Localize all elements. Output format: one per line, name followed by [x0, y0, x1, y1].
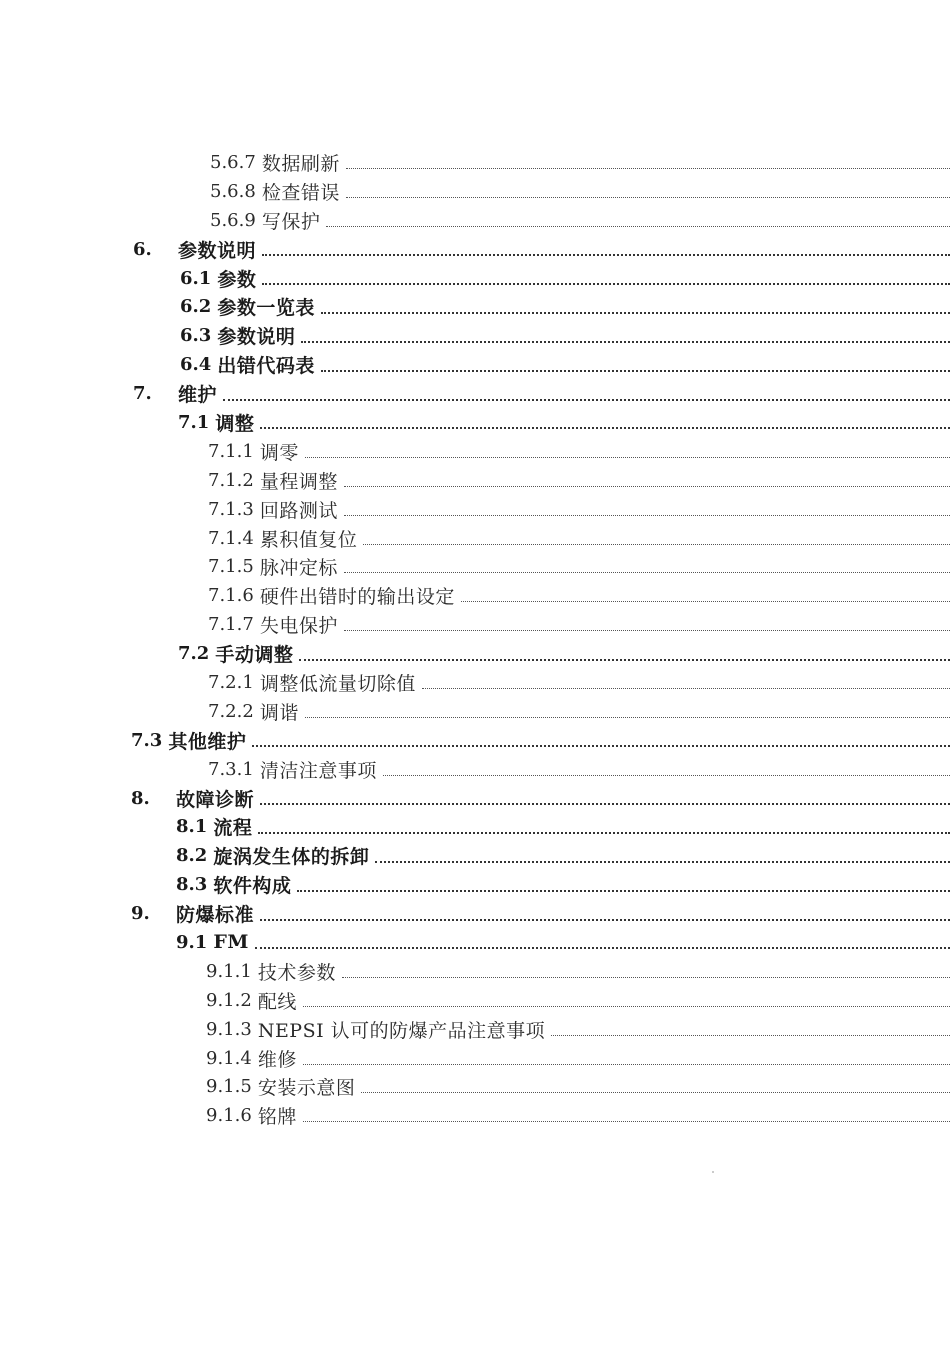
toc-entry[interactable]	[0, 1073, 950, 1102]
toc-dot-leader	[321, 370, 950, 372]
toc-dot-leader	[346, 168, 950, 169]
toc-entry-number: 6.1	[180, 267, 212, 289]
toc-dot-leader	[305, 717, 950, 718]
toc-dot-leader	[342, 977, 950, 978]
toc-dot-leader	[252, 745, 950, 747]
toc-dot-leader	[344, 486, 950, 487]
toc-dot-leader	[303, 1121, 950, 1122]
toc-entry-number: 5.6.9	[210, 209, 256, 231]
toc-entry-number: 7.1.6	[208, 585, 254, 607]
toc-entry[interactable]	[0, 697, 950, 726]
table-of-contents	[0, 148, 950, 1130]
toc-entry-number: 5.6.8	[210, 180, 256, 202]
toc-entry-number: 8.1	[176, 816, 208, 838]
toc-dot-leader	[361, 1092, 950, 1093]
toc-dot-leader	[262, 254, 950, 256]
toc-entry-number: 9.	[131, 903, 150, 925]
toc-dot-leader	[346, 197, 950, 198]
toc-entry-title: 检查错误	[261, 181, 340, 204]
toc-entry[interactable]	[0, 986, 950, 1015]
toc-entry[interactable]	[0, 581, 950, 610]
toc-dot-leader	[344, 572, 950, 573]
toc-dot-leader	[383, 775, 950, 776]
toc-entry-number: 6.4	[180, 354, 212, 376]
toc-entry-title: 参数一览表	[217, 297, 315, 320]
toc-entry[interactable]	[0, 177, 950, 206]
toc-dot-leader	[375, 861, 950, 863]
toc-dot-leader	[260, 919, 950, 921]
toc-entry[interactable]	[0, 437, 950, 466]
toc-entry-number: 6.2	[180, 296, 212, 318]
toc-entry[interactable]	[0, 524, 950, 553]
toc-dot-leader	[344, 515, 950, 516]
toc-entry[interactable]	[0, 264, 950, 293]
toc-entry-title: 调整低流量切除值	[259, 672, 416, 695]
toc-dot-leader	[461, 601, 950, 602]
toc-entry-title: 参数说明	[178, 239, 257, 262]
toc-entry-title: 脉冲定标	[259, 557, 338, 580]
toc-entry-title: 技术参数	[257, 961, 336, 984]
toc-entry-title: 配线	[257, 990, 297, 1013]
toc-entry[interactable]	[0, 957, 950, 986]
toc-entry-title: 参数说明	[217, 326, 296, 349]
toc-entry-title: 数据刷新	[261, 152, 340, 175]
toc-dot-leader	[223, 399, 950, 401]
toc-entry[interactable]	[0, 292, 950, 321]
toc-entry[interactable]	[0, 870, 950, 899]
toc-entry[interactable]	[0, 408, 950, 437]
toc-entry-number: 9.1.3	[206, 1018, 252, 1040]
toc-entry-title: 维护	[178, 384, 218, 407]
toc-entry[interactable]	[0, 668, 950, 697]
toc-dot-leader	[303, 1006, 950, 1007]
toc-entry-number: 7.1.5	[208, 556, 254, 578]
toc-dot-leader	[258, 832, 950, 834]
toc-dot-leader	[299, 659, 950, 661]
toc-entry-title: 旋涡发生体的拆卸	[213, 846, 370, 869]
toc-entry-number: 9.1.2	[206, 989, 252, 1011]
toc-entry[interactable]	[0, 755, 950, 784]
toc-entry[interactable]	[0, 610, 950, 639]
toc-entry-title: 调零	[259, 441, 299, 464]
toc-entry[interactable]	[0, 812, 950, 841]
toc-dot-leader	[321, 312, 950, 314]
toc-entry-number: 7.	[133, 383, 152, 405]
toc-dot-leader	[326, 226, 950, 227]
toc-entry-number: 8.	[131, 787, 150, 809]
toc-entry-title: 流程	[213, 817, 253, 840]
toc-entry-title: 软件构成	[213, 875, 292, 898]
toc-entry-title: 其他维护	[168, 730, 247, 753]
toc-entry[interactable]	[0, 466, 950, 495]
toc-entry[interactable]	[0, 148, 950, 177]
toc-dot-leader	[422, 688, 950, 689]
toc-entry[interactable]	[0, 552, 950, 581]
toc-entry-number: 5.6.7	[210, 151, 256, 173]
toc-entry-number: 6.3	[180, 325, 212, 347]
toc-entry-number: 7.1.4	[208, 527, 254, 549]
toc-dot-leader	[551, 1035, 950, 1036]
toc-entry[interactable]	[0, 784, 950, 813]
toc-entry-title: 调整	[215, 412, 255, 435]
toc-entry-title: 硬件出错时的输出设定	[259, 586, 455, 609]
toc-entry-title: 维修	[257, 1048, 297, 1071]
toc-entry-title: NEPSI 认可的防爆产品注意事项	[257, 1019, 546, 1042]
toc-dot-leader	[255, 947, 950, 949]
toc-entry-number: 7.2.2	[208, 700, 254, 722]
toc-entry-title: 故障诊断	[176, 788, 255, 811]
toc-entry[interactable]	[0, 495, 950, 524]
toc-entry-number: 7.1.7	[208, 614, 254, 636]
toc-entry-title: 量程调整	[259, 470, 338, 493]
toc-entry-number: 9.1.5	[206, 1076, 252, 1098]
toc-entry-title: 铭牌	[257, 1106, 297, 1129]
toc-entry[interactable]	[0, 1044, 950, 1073]
toc-entry-title: 失电保护	[259, 615, 338, 638]
toc-entry-number: 9.1	[176, 931, 208, 953]
toc-entry-title: FM	[213, 931, 249, 954]
toc-entry-title: 调谐	[259, 701, 299, 724]
toc-entry-title: 累积值复位	[259, 528, 358, 551]
toc-entry-title: 防爆标准	[176, 904, 255, 927]
toc-entry[interactable]	[0, 206, 950, 235]
toc-dot-leader	[262, 283, 950, 285]
toc-entry-number: 7.2.1	[208, 671, 254, 693]
toc-entry-number: 7.3	[131, 729, 163, 751]
toc-dot-leader	[305, 457, 950, 458]
toc-entry[interactable]	[0, 350, 950, 379]
toc-dot-leader	[303, 1064, 950, 1065]
toc-entry-number: 8.3	[176, 874, 208, 896]
toc-entry-number: 7.1.1	[208, 440, 254, 462]
toc-entry-number: 7.1	[178, 411, 210, 433]
toc-entry-number: 7.1.2	[208, 469, 254, 491]
toc-entry-number: 7.1.3	[208, 498, 254, 520]
toc-entry[interactable]	[0, 928, 950, 957]
toc-entry[interactable]	[0, 379, 950, 408]
toc-entry[interactable]	[0, 726, 950, 755]
toc-entry[interactable]	[0, 639, 950, 668]
toc-entry[interactable]	[0, 321, 950, 350]
toc-dot-leader	[260, 427, 950, 429]
toc-entry-number: 6.	[133, 238, 152, 260]
toc-dot-leader	[363, 544, 950, 545]
toc-entry-number: 7.2	[178, 643, 210, 665]
toc-dot-leader	[344, 630, 950, 631]
toc-entry-title: 安装示意图	[257, 1077, 356, 1100]
toc-dot-leader	[301, 341, 950, 343]
toc-entry-number: 9.1.1	[206, 960, 252, 982]
toc-entry[interactable]	[0, 841, 950, 870]
toc-entry[interactable]	[0, 1015, 950, 1044]
toc-entry-number: 8.2	[176, 845, 208, 867]
toc-entry-number: 9.1.6	[206, 1105, 252, 1127]
toc-entry[interactable]	[0, 899, 950, 928]
scan-speck	[712, 1171, 714, 1173]
toc-dot-leader	[297, 890, 950, 892]
toc-dot-leader	[260, 803, 950, 805]
toc-entry-title: 手动调整	[215, 644, 294, 667]
toc-entry-number: 7.3.1	[208, 758, 254, 780]
toc-entry-title: 出错代码表	[217, 355, 315, 378]
toc-entry[interactable]	[0, 235, 950, 264]
toc-entry-title: 参数	[217, 268, 257, 291]
toc-entry-number: 9.1.4	[206, 1047, 252, 1069]
toc-entry-title: 写保护	[261, 210, 321, 233]
toc-entry-title: 回路测试	[259, 499, 338, 522]
toc-entry[interactable]	[0, 1101, 950, 1130]
toc-entry-title: 清洁注意事项	[259, 759, 377, 782]
